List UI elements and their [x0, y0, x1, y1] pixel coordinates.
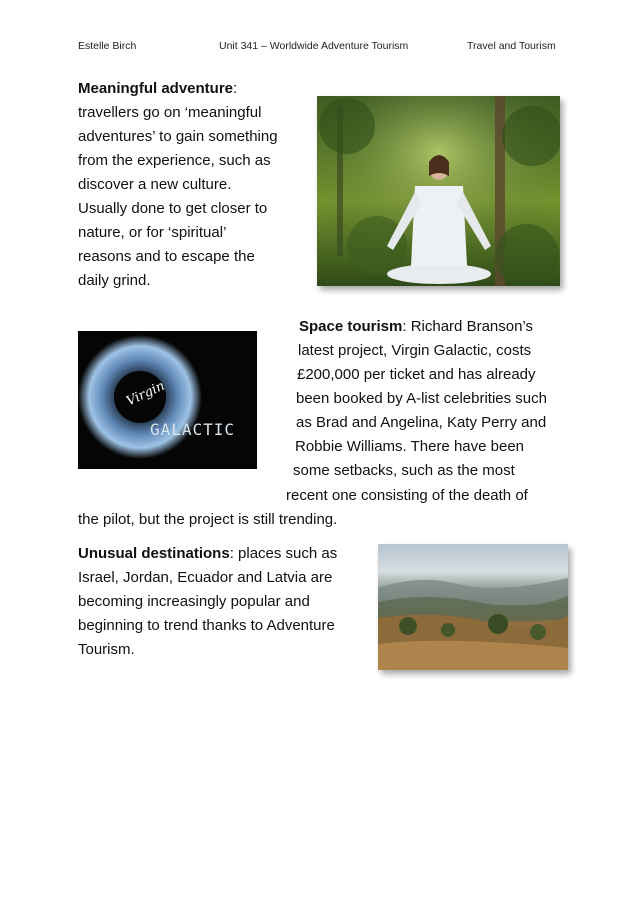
- section3-heading-rest: : places such as: [229, 545, 338, 562]
- header-subject: Travel and Tourism: [467, 40, 556, 52]
- section2-heading: Space tourism: [299, 318, 403, 335]
- section1-line: Usually done to get closer to: [78, 200, 268, 217]
- virgin-script-text: Virgin: [124, 378, 168, 410]
- section2-line: as Brad and Angelina, Katy Perry and: [296, 414, 547, 431]
- section1-line: adventures’ to gain something: [78, 128, 278, 145]
- section1-heading-colon: :: [233, 80, 238, 97]
- virgin-galactic-logo: [78, 331, 257, 469]
- landscape-photo: [378, 544, 568, 670]
- section3-heading: Unusual destinations: [78, 545, 230, 562]
- section2-line: some setbacks, such as the most: [293, 462, 515, 479]
- section1-line: travellers go on ‘meaningful: [78, 104, 262, 121]
- section3-heading-line: [78, 545, 337, 562]
- section3-line: beginning to trend thanks to Adventure: [78, 617, 335, 634]
- section2-line: recent one consisting of the death of: [286, 487, 528, 504]
- virgin-galactic-eye-illustration: [78, 331, 257, 469]
- section2-line: £200,000 per ticket and has already: [297, 366, 536, 383]
- header-author: Estelle Birch: [78, 40, 137, 52]
- section2-line: Robbie Williams. There have been: [295, 438, 525, 455]
- section2-line: latest project, Virgin Galactic, costs: [298, 342, 532, 359]
- section2-line: the pilot, but the project is still trending.: [78, 511, 338, 528]
- section1-line: daily grind.: [78, 272, 151, 289]
- section2-line: been booked by A-list celebrities such: [296, 390, 547, 407]
- section3-line: Tourism.: [78, 641, 135, 658]
- section2-heading-rest: : Richard Branson’s: [402, 318, 533, 335]
- section2-heading-line: [299, 318, 533, 335]
- page-header: [0, 40, 638, 54]
- meditation-illustration: [317, 96, 560, 286]
- section1-line: nature, or for ‘spiritual’: [78, 224, 227, 241]
- header-unit: Unit 341 – Worldwide Adventure Tourism: [219, 40, 409, 52]
- section1-heading-line: [78, 80, 237, 97]
- meditation-photo: [317, 96, 560, 286]
- section1-line: from the experience, such as: [78, 152, 271, 169]
- section3-line: becoming increasingly popular and: [78, 593, 310, 610]
- section1-line: reasons and to escape the: [78, 248, 255, 265]
- section1-line: discover a new culture.: [78, 176, 232, 193]
- landscape-illustration: [378, 544, 568, 670]
- section3-line: Israel, Jordan, Ecuador and Latvia are: [78, 569, 333, 586]
- galactic-word-text: GALACTIC: [150, 420, 236, 439]
- section1-heading: Meaningful adventure: [78, 80, 234, 97]
